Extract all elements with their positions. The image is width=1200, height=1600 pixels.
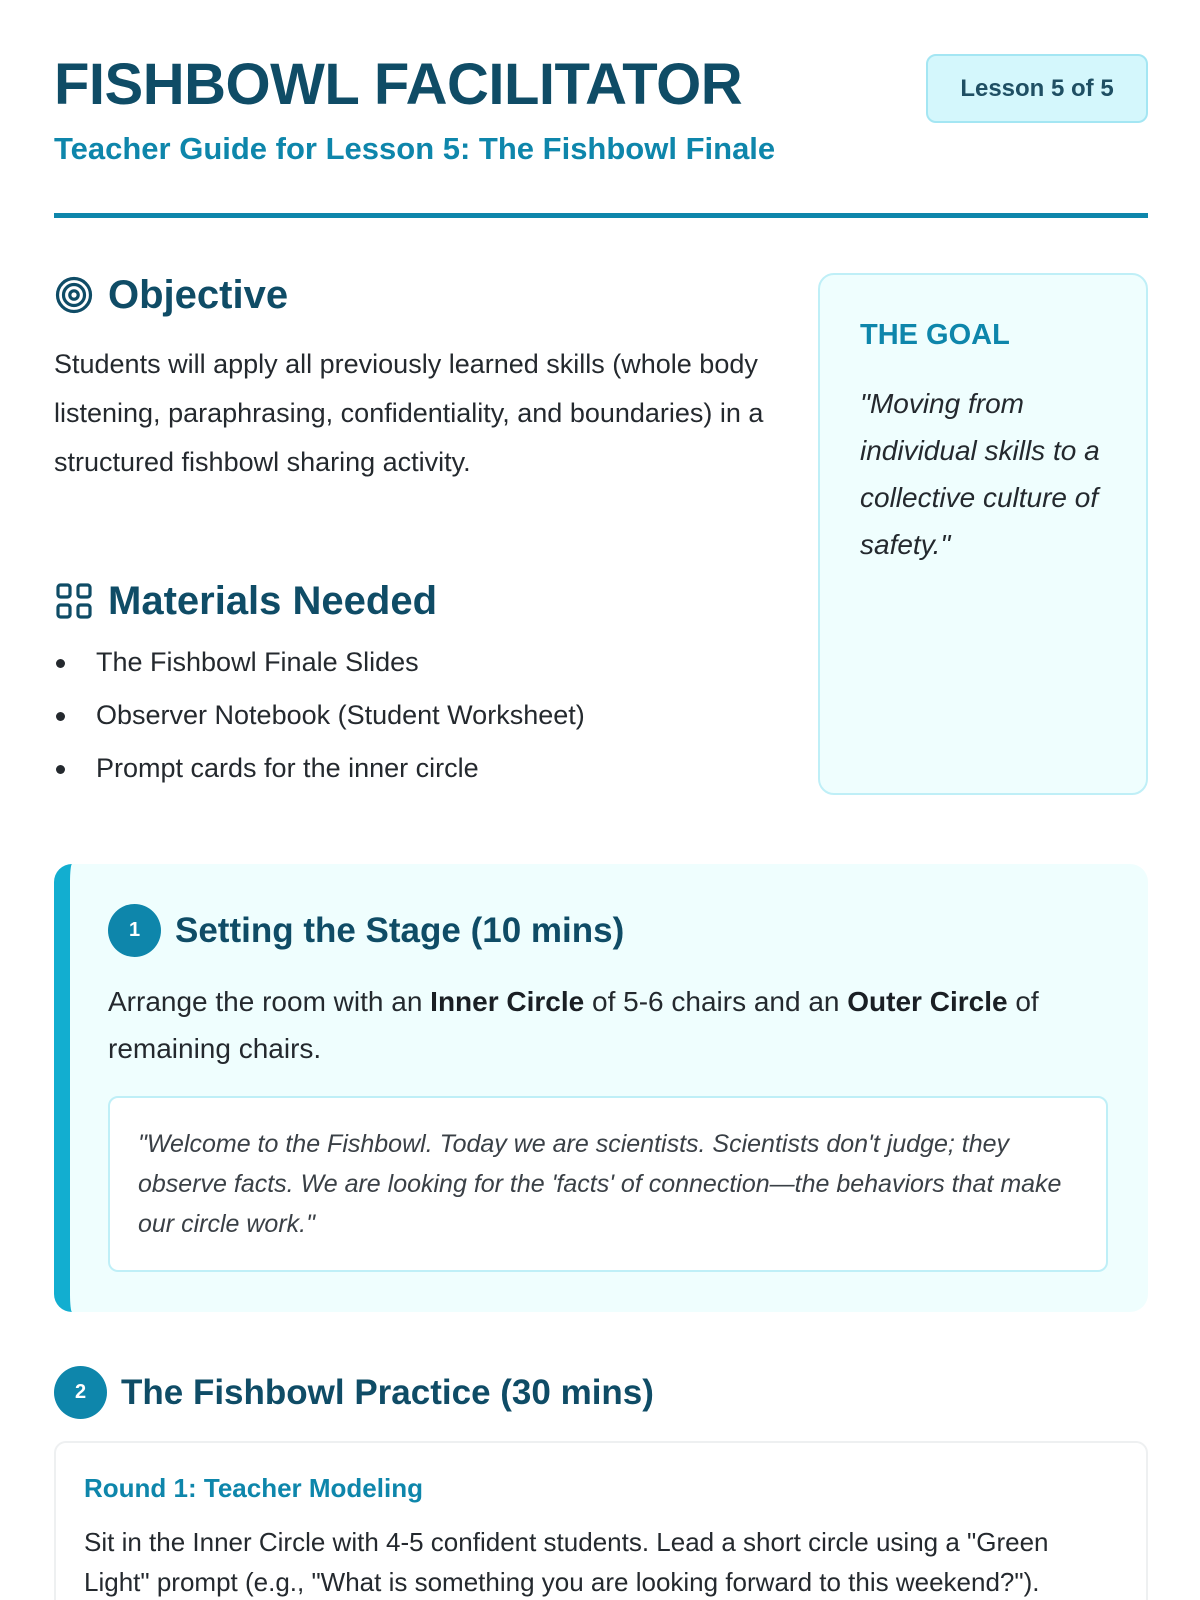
target-icon	[54, 275, 94, 315]
step-1-text-part: of remaining chairs.	[108, 986, 1039, 1064]
goal-label: THE GOAL	[860, 319, 1010, 351]
step-1-heading	[108, 904, 624, 957]
materials-title: Materials Needed	[108, 579, 438, 623]
objective-title: Objective	[108, 273, 289, 317]
step-number-badge: 1	[108, 904, 161, 957]
goal-quote: "Moving from individual skills to a collective culture of safety."	[860, 388, 1100, 560]
step-setting-the-stage	[54, 864, 1148, 1312]
materials-list	[54, 636, 585, 795]
materials-heading	[54, 581, 437, 621]
round-1-title: Round 1: Teacher Modeling	[84, 1473, 423, 1503]
teacher-guide-page	[54, 0, 1148, 1597]
list-item: Prompt cards for the inner circle	[54, 742, 585, 795]
inner-circle-term: Inner Circle	[430, 986, 585, 1017]
step-1-text-part: Arrange the room with an	[108, 986, 431, 1017]
step-2-title: The Fishbowl Practice (30 mins)	[121, 1372, 654, 1412]
step-1-text	[108, 978, 1118, 1072]
list-item: Observer Notebook (Student Worksheet)	[54, 689, 585, 742]
step-1-title: Setting the Stage (10 mins)	[175, 910, 625, 950]
grid-icon	[54, 581, 94, 621]
round-1-card	[54, 1441, 1148, 1600]
step-number-badge: 2	[54, 1366, 107, 1419]
step-1-text-part: of 5-6 chairs and an	[584, 986, 848, 1017]
step-2-heading	[54, 1366, 654, 1419]
objective-text: Students will apply all previously learned skills (whole body listening, paraphrasing, confidentiality, and boundaries) in a structured fishbowl sharing activity.	[54, 349, 764, 477]
outer-circle-term: Outer Circle	[847, 986, 1008, 1017]
page-subtitle: Teacher Guide for Lesson 5: The Fishbowl Finale	[54, 131, 776, 166]
objective-heading	[54, 275, 288, 315]
teacher-script-quote: "Welcome to the Fishbowl. Today we are scientists. Scientists don't judge; they observe facts. We are looking for the 'facts' of connection—the behaviors that make our circle work."	[108, 1096, 1108, 1272]
goal-callout	[818, 273, 1148, 795]
page-header	[54, 0, 1148, 218]
round-1-text: Sit in the Inner Circle with 4-5 confident students. Lead a short circle using a "Green Light" prompt (e.g., "What is something you are looking forward to this weekend?").	[84, 1527, 1049, 1597]
list-item: The Fishbowl Finale Slides	[54, 636, 585, 689]
page-title: FISHBOWL FACILITATOR	[54, 52, 743, 117]
lesson-badge: Lesson 5 of 5	[926, 54, 1148, 123]
